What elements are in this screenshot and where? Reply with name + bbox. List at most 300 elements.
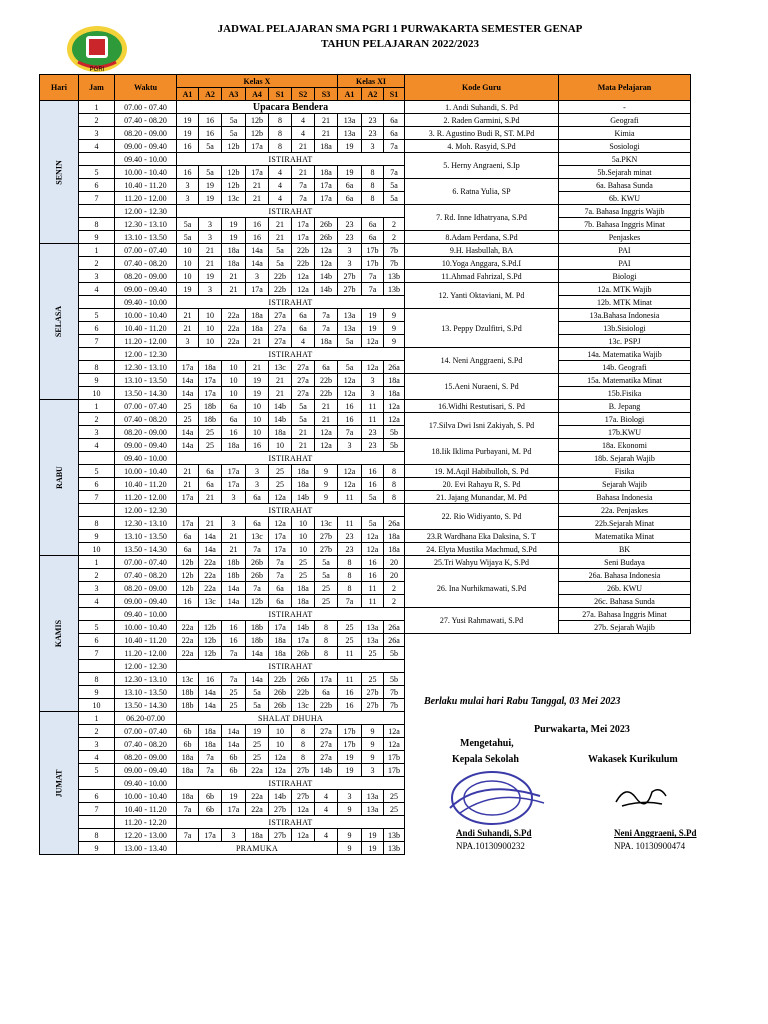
period-number: 5 (79, 465, 115, 478)
schedule-cell: 7a (292, 192, 315, 205)
break-label: ISTIRAHAT (177, 816, 405, 829)
empty-cell (559, 816, 691, 829)
teacher-code: 13. Peppy Dzulfitri, S.Pd (405, 309, 559, 348)
schedule-cell: 21 (222, 530, 246, 543)
schedule-cell: 18a (315, 140, 338, 153)
schedule-cell: 6b (177, 725, 199, 738)
schedule-cell: 21 (292, 439, 315, 452)
schedule-cell: 4 (315, 790, 338, 803)
schedule-cell: 14a (222, 582, 246, 595)
schedule-cell: 27b (338, 270, 362, 283)
class-code-header: A3 (222, 88, 246, 101)
schedule-cell: 5b (384, 647, 405, 660)
schedule-cell: 26b (246, 569, 269, 582)
period-number: 6 (79, 634, 115, 647)
time-range: 08.20 - 09.00 (115, 751, 177, 764)
table-row (40, 374, 691, 387)
schedule-cell: 18a (384, 374, 405, 387)
subject-name: Biologi (559, 270, 691, 283)
schedule-cell: 3 (362, 387, 384, 400)
time-range: 11.20 - 12.00 (115, 335, 177, 348)
schedule-cell: 5a (292, 400, 315, 413)
schedule-cell: 14a (177, 387, 199, 400)
schedule-cell: 21 (246, 179, 269, 192)
period-number: 6 (79, 322, 115, 335)
schedule-cell: 16 (222, 634, 246, 647)
schedule-cell: 19 (338, 751, 362, 764)
schedule-cell: 22a (246, 790, 269, 803)
schedule-cell: 8 (315, 634, 338, 647)
time-range: 09.00 - 09.40 (115, 140, 177, 153)
schedule-cell: 3 (338, 244, 362, 257)
schedule-cell: 5a (246, 699, 269, 712)
headmaster-npa: NPA.10130900232 (456, 841, 525, 851)
schedule-cell: 21 (177, 322, 199, 335)
table-row (40, 127, 691, 140)
teacher-code: 19. M.Aqil Habibulloh, S. Pd (405, 465, 559, 478)
table-row (40, 764, 691, 777)
jam-header: Jam (79, 75, 115, 101)
schedule-cell: 13c (246, 530, 269, 543)
schedule-cell: 10 (269, 439, 292, 452)
schedule-cell: 22a (222, 322, 246, 335)
schedule-cell: 17b (338, 738, 362, 751)
schedule-cell: 5a (315, 556, 338, 569)
schedule-cell: 14b (292, 621, 315, 634)
period-number: 5 (79, 621, 115, 634)
time-range: 09.40 - 10.00 (115, 608, 177, 621)
schedule-cell: 7a (246, 582, 269, 595)
schedule-cell: 27a (292, 387, 315, 400)
teacher-code: 20. Evi Rahayu R, S. Pd (405, 478, 559, 491)
break-label: ISTIRAHAT (177, 777, 405, 790)
schedule-cell: 6a (222, 400, 246, 413)
schedule-cell: 12a (338, 478, 362, 491)
teacher-code: 5. Herny Angraeni, S.Ip (405, 153, 559, 179)
table-row (40, 647, 691, 660)
vice-curriculum-name: Neni Anggraeni, S.Pd (614, 828, 697, 838)
empty-cell (559, 712, 691, 725)
schedule-cell: 6a (246, 491, 269, 504)
schedule-cell: 16 (246, 218, 269, 231)
schedule-cell: 6a (292, 309, 315, 322)
schedule-cell: 6a (384, 127, 405, 140)
schedule-cell: 13a (338, 309, 362, 322)
teacher-code: 25.Tri Wahyu Wijaya K, S.Pd (405, 556, 559, 569)
schedule-cell: 14a (199, 543, 222, 556)
subject-name: Sejarah Wajib (559, 478, 691, 491)
schedule-cell: 17a (199, 387, 222, 400)
time-range: 11.20 - 12.00 (115, 491, 177, 504)
day-name: JUMAT (54, 769, 64, 797)
schedule-cell: 10 (269, 725, 292, 738)
schedule-cell: 17a (315, 179, 338, 192)
schedule-cell: 6a (246, 517, 269, 530)
time-range: 10.40 - 11.20 (115, 634, 177, 647)
schedule-cell: 3 (362, 764, 384, 777)
time-range: 11.20 - 12.00 (115, 192, 177, 205)
schedule-cell: 22a (177, 634, 199, 647)
time-range: 09.00 - 09.40 (115, 595, 177, 608)
schedule-cell: 12a (269, 491, 292, 504)
schedule-cell: 26b (315, 231, 338, 244)
schedule-cell: 22a (246, 803, 269, 816)
schedule-cell: 6b (222, 764, 246, 777)
schedule-cell: 5a (199, 166, 222, 179)
schedule-cell: 3 (338, 790, 362, 803)
time-range: 12.00 - 12.30 (115, 504, 177, 517)
schedule-cell: 22a (177, 647, 199, 660)
subject-name: 7a. Bahasa Inggris Wajib (559, 205, 691, 218)
schedule-cell: 14a (199, 530, 222, 543)
time-range: 12.30 - 13.10 (115, 361, 177, 374)
schedule-cell: 23 (362, 439, 384, 452)
schedule-cell: 7a (222, 673, 246, 686)
schedule-cell: 7a (384, 166, 405, 179)
schedule-cell: 21 (292, 140, 315, 153)
schedule-cell: 8 (384, 465, 405, 478)
schedule-cell: 7a (246, 543, 269, 556)
time-range: 09.40 - 10.00 (115, 452, 177, 465)
schedule-cell: 16 (199, 673, 222, 686)
time-range: 10.00 - 10.40 (115, 621, 177, 634)
schedule-cell: 18a (199, 738, 222, 751)
schedule-cell: 14b (269, 413, 292, 426)
table-row (40, 361, 691, 374)
schedule-cell: 23 (338, 530, 362, 543)
schedule-cell: 4 (315, 829, 338, 842)
schedule-cell: 18a (292, 582, 315, 595)
schedule-cell: 16 (338, 413, 362, 426)
schedule-cell: 3 (177, 335, 199, 348)
subject-name: 6b. KWU (559, 192, 691, 205)
headmaster-title: Kepala Sekolah (452, 754, 519, 765)
schedule-cell: 5b (384, 439, 405, 452)
schedule-cell: 16 (222, 621, 246, 634)
period-number: 6 (79, 179, 115, 192)
schedule-cell: 8 (315, 647, 338, 660)
table-row (40, 517, 691, 530)
schedule-cell: 19 (338, 166, 362, 179)
schedule-cell: 14a (246, 244, 269, 257)
schedule-cell: 10 (292, 517, 315, 530)
schedule-cell: 14a (222, 738, 246, 751)
schedule-cell: 16 (362, 478, 384, 491)
schedule-cell: 5a (246, 686, 269, 699)
subject-name: - (559, 101, 691, 114)
schedule-cell: 13c (292, 699, 315, 712)
period-number: 3 (79, 582, 115, 595)
period-number: 10 (79, 699, 115, 712)
break-label: ISTIRAHAT (177, 452, 405, 465)
schedule-cell: 7a (315, 309, 338, 322)
teacher-code: 23.R Wardhana Eka Daksina, S. T (405, 530, 559, 543)
empty-cell (559, 660, 691, 673)
schedule-cell: 5a (384, 192, 405, 205)
schedule-cell: 19 (199, 179, 222, 192)
schedule-cell: 3 (362, 374, 384, 387)
schedule-cell: 6a (338, 179, 362, 192)
schedule-cell: 14a (246, 673, 269, 686)
schedule-cell: 13c (269, 361, 292, 374)
schedule-cell: 17a (199, 374, 222, 387)
teacher-code: 21. Jajang Munandar, M. Pd (405, 491, 559, 504)
schedule-cell: 5a (177, 218, 199, 231)
time-range: 09.00 - 09.40 (115, 439, 177, 452)
empty-cell (559, 673, 691, 686)
schedule-cell: 26a (384, 634, 405, 647)
schedule-cell: 10 (199, 335, 222, 348)
time-range: 13.10 - 13.50 (115, 686, 177, 699)
schedule-cell: 8 (384, 478, 405, 491)
schedule-cell: 2 (384, 582, 405, 595)
schedule-cell: 18a (177, 764, 199, 777)
schedule-cell: 14b (315, 270, 338, 283)
period-number: 8 (79, 218, 115, 231)
schedule-cell: 8 (362, 192, 384, 205)
period-number: 7 (79, 491, 115, 504)
schedule-cell: 18a (246, 322, 269, 335)
period-number (79, 608, 115, 621)
schedule-cell: 27b (362, 686, 384, 699)
schedule-cell: 19 (199, 192, 222, 205)
schedule-cell: 6a (338, 192, 362, 205)
subject-name: 12b. MTK Minat (559, 296, 691, 309)
table-row (40, 842, 691, 855)
schedule-cell: 21 (315, 114, 338, 127)
subject-name: Matematika Minat (559, 530, 691, 543)
schedule-cell: 19 (177, 283, 199, 296)
schedule-cell: 4 (292, 127, 315, 140)
schedule-cell: 12a (384, 725, 405, 738)
table-row (40, 426, 691, 439)
schedule-cell: 18a (222, 439, 246, 452)
period-number: 10 (79, 543, 115, 556)
break-row (40, 504, 691, 517)
signature-icon (612, 778, 672, 814)
schedule-cell: 5a (292, 413, 315, 426)
schedule-cell: 11 (362, 595, 384, 608)
schedule-cell: 12b (177, 556, 199, 569)
mapel-header: Mata Pelajaran (559, 75, 691, 101)
table-row (40, 491, 691, 504)
period-number: 4 (79, 439, 115, 452)
schedule-cell: 18a (269, 634, 292, 647)
teacher-code: 22. Rio Widiyanto, S. Pd (405, 504, 559, 530)
schedule-cell: 19 (222, 218, 246, 231)
subject-name: 27b. Sejarah Wajib (559, 621, 691, 634)
schedule-cell: 7a (338, 595, 362, 608)
schedule-cell: 2 (384, 595, 405, 608)
period-number: 3 (79, 127, 115, 140)
schedule-cell: 14b (315, 283, 338, 296)
schedule-cell: 3 (199, 218, 222, 231)
schedule-cell: 25 (269, 478, 292, 491)
schedule-cell: 3 (246, 270, 269, 283)
time-range: 13.50 - 14.30 (115, 387, 177, 400)
schedule-cell: 22a (199, 569, 222, 582)
schedule-cell: 3 (222, 517, 246, 530)
schedule-cell: 5a (269, 244, 292, 257)
period-number: 7 (79, 803, 115, 816)
schedule-cell: 25 (222, 686, 246, 699)
schedule-cell: 17a (222, 803, 246, 816)
teacher-code: 24. Elyta Mustika Machmud, S.Pd (405, 543, 559, 556)
schedule-cell: 21 (199, 257, 222, 270)
class-code-header: A2 (199, 88, 222, 101)
table-row (40, 738, 691, 751)
schedule-cell: 16 (246, 439, 269, 452)
schedule-cell: 12a (315, 257, 338, 270)
schedule-cell: 14a (177, 374, 199, 387)
day-name: SELASA (54, 305, 64, 338)
time-range: 12.30 - 13.10 (115, 218, 177, 231)
schedule-cell: 3 (362, 140, 384, 153)
time-range: 12.00 - 12.30 (115, 205, 177, 218)
time-range: 11.20 - 12.00 (115, 647, 177, 660)
schedule-cell: 6b (199, 803, 222, 816)
period-number (79, 777, 115, 790)
schedule-cell: 19 (222, 231, 246, 244)
schedule-cell: 4 (269, 166, 292, 179)
table-row (40, 543, 691, 556)
day-label (40, 712, 79, 855)
schedule-cell: 9 (315, 465, 338, 478)
schedule-cell: 27b (315, 543, 338, 556)
table-row (40, 166, 691, 179)
schedule-cell: 12a (292, 803, 315, 816)
empty-cell (559, 764, 691, 777)
schedule-cell: 13c (177, 673, 199, 686)
break-label: ISTIRAHAT (177, 205, 405, 218)
break-label: ISTIRAHAT (177, 504, 405, 517)
schedule-cell: 21 (246, 361, 269, 374)
period-number: 9 (79, 374, 115, 387)
time-range: 12.00 - 12.30 (115, 660, 177, 673)
schedule-cell: 12b (199, 621, 222, 634)
schedule-cell: 21 (315, 127, 338, 140)
schedule-cell: 7b (384, 257, 405, 270)
time-range: 08.20 - 09.00 (115, 127, 177, 140)
empty-cell (405, 634, 559, 647)
period-number: 5 (79, 166, 115, 179)
table-row (40, 335, 691, 348)
schedule-cell: 11 (362, 413, 384, 426)
schedule-cell: 12a (338, 387, 362, 400)
subject-name: BK (559, 543, 691, 556)
time-range: 07.00 - 07.40 (115, 725, 177, 738)
schedule-cell: 23 (362, 114, 384, 127)
teacher-code: 17.Silva Dwi Isni Zakiyah, S. Pd (405, 413, 559, 439)
time-range: 10.00 - 10.40 (115, 309, 177, 322)
break-label: ISTIRAHAT (177, 296, 405, 309)
schedule-cell: 25 (246, 751, 269, 764)
schedule-cell: 18a (384, 387, 405, 400)
schedule-cell: 10 (292, 543, 315, 556)
table-row (40, 803, 691, 816)
break-row (40, 660, 691, 673)
time-range: 07.40 - 08.20 (115, 738, 177, 751)
schedule-cell: 12a (338, 465, 362, 478)
subject-name: PAI (559, 257, 691, 270)
schedule-cell: 19 (362, 829, 384, 842)
period-number: 4 (79, 140, 115, 153)
subject-name: 7b. Bahasa Inggris Minat (559, 218, 691, 231)
schedule-cell: 22a (222, 309, 246, 322)
teacher-code: 15.Aeni Nuraeni, S. Pd (405, 374, 559, 400)
schedule-cell: 7a (384, 140, 405, 153)
time-range: 13.50 - 14.30 (115, 699, 177, 712)
schedule-cell: 12b (246, 127, 269, 140)
schedule-cell: 17a (222, 478, 246, 491)
schedule-cell: 10 (246, 426, 269, 439)
schedule-cell: 5a (177, 231, 199, 244)
schedule-cell: 17a (177, 361, 199, 374)
subject-name: Fisika (559, 465, 691, 478)
schedule-cell: 7a (338, 426, 362, 439)
table-row (40, 322, 691, 335)
schedule-cell: 5a (269, 257, 292, 270)
schedule-cell: 6a (269, 582, 292, 595)
period-number: 7 (79, 647, 115, 660)
schedule-cell: 18a (246, 829, 269, 842)
time-range: 07.00 - 07.40 (115, 101, 177, 114)
schedule-cell: 16 (199, 114, 222, 127)
period-number: 3 (79, 738, 115, 751)
period-number: 8 (79, 829, 115, 842)
schedule-cell: 7a (269, 569, 292, 582)
schedule-cell: 22b (269, 673, 292, 686)
schedule-cell: 17a (177, 491, 199, 504)
schedule-cell: 14b (269, 400, 292, 413)
schedule-cell: 25 (199, 439, 222, 452)
class-code-header: A1 (177, 88, 199, 101)
schedule-cell: 8 (315, 621, 338, 634)
schedule-cell: 5a (222, 114, 246, 127)
period-number: 2 (79, 569, 115, 582)
break-row (40, 816, 691, 829)
schedule-cell: 13a (362, 803, 384, 816)
schedule-cell: 13b (384, 829, 405, 842)
schedule-cell: 17a (269, 621, 292, 634)
schedule-cell: 13a (362, 621, 384, 634)
class-code-header: A2 (362, 88, 384, 101)
time-range: 07.00 - 07.40 (115, 244, 177, 257)
time-range: 10.40 - 11.20 (115, 179, 177, 192)
empty-cell (559, 634, 691, 647)
schedule-cell: 18a (177, 751, 199, 764)
schedule-cell: 21 (222, 283, 246, 296)
schedule-cell: 3 (177, 192, 199, 205)
schedule-cell: 6a (384, 114, 405, 127)
schedule-cell: 16 (246, 231, 269, 244)
schedule-cell: 25 (246, 738, 269, 751)
day-label (40, 556, 79, 712)
schedule-cell: 5a (384, 179, 405, 192)
schedule-cell: 17a (269, 543, 292, 556)
table-row (40, 387, 691, 400)
schedule-cell: 19 (362, 322, 384, 335)
schedule-cell: 10 (246, 413, 269, 426)
schedule-cell: 8 (338, 582, 362, 595)
subject-name: Kimia (559, 127, 691, 140)
schedule-cell: 21 (269, 387, 292, 400)
table-row (40, 530, 691, 543)
subject-name: Bahasa Indonesia (559, 491, 691, 504)
schedule-cell: 8 (292, 751, 315, 764)
schedule-cell: 3 (246, 465, 269, 478)
schedule-cell: 18b (222, 556, 246, 569)
